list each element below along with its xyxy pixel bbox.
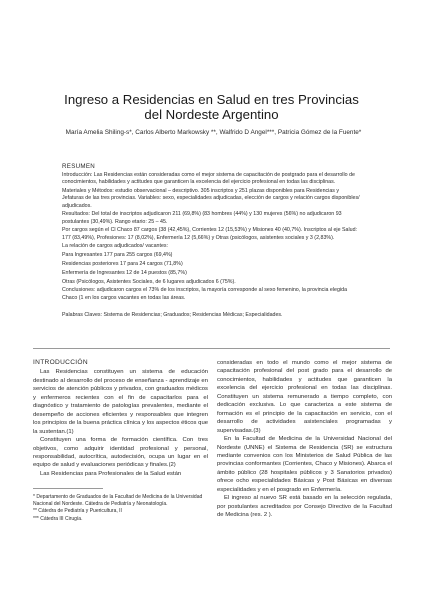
footnote-item: *** Cátedra III Cirugía.	[33, 515, 83, 522]
body-paragraph: Las Residencias para Profesionales de la Salud están	[40, 470, 182, 477]
section-divider	[33, 348, 390, 349]
body-paragraph: El ingreso al nuevo SR está basado en la selección regulada, por postulantes acreditados por Consejo Directivo de la Facultad de Medicina (res. 2 ).	[217, 495, 392, 519]
abstract-ratio-item: Para Ingresantes 177 para 255 cargos (69,4%)	[62, 252, 173, 259]
abstract-ratio-item: Otras (Psicólogos, Asistentes Sociales, de 6 lugares adjudicados 6 (75%).	[62, 278, 236, 285]
abstract-methods: Materiales y Métodos: estudio observacional – descriptivo. 305 inscriptos y 251 plazas disponibles para Residencias y Jefaturas de las tres provincias. Variables: sexo, especialidades adjudicadas, elección de cargos y relación cargos disponibles/ adjudicados.	[62, 188, 360, 209]
section-heading-introduction: INTRODUCCIÓN	[33, 359, 88, 366]
body-paragraph: consideradas en todo el mundo como el mejor sistema de capacitación profesional del post grado para el desarrollo de conocimientos, habilidades y actitudes que garanticen la excelencia del ejercicio profesional en todas las disciplinas. Constituyen un sistema remunerado a tiempo completo, con dedicación exclusiva. Lo que caracteriza a este sistema de formación es el principio de la capacitación en servicio, con el desarrollo de actividades asistenciales programadas y supervisadas.(3)	[217, 360, 392, 434]
abstract-ratio-item: Enfermería de Ingresantes 12 de 14 puestos (85,7%)	[62, 269, 187, 276]
author-list: María Amelia Shiling-s*, Carlos Alberto Markowsky **, Walfrido D Angel***, Patricia Gómez de la Fuente*	[65, 129, 362, 136]
paper-title	[40, 92, 383, 122]
abstract-introduction: Introducción: Las Residencias están consideradas como el mejor sistema de capacitación de postgrado para el desarrollo de conocimientos, habilidades y actitudes que garanticen la excelencia del ejercicio profesional en todas las disciplinas.	[62, 172, 355, 186]
abstract-conclusions: Conclusiones: adjudicaron cargos el 73% de los inscriptos, la mayoría corresponde al sexo femenino, la provincia elegida Chaco (1 en los cargos vacantes en todas las áreas.	[62, 287, 348, 301]
body-column-left	[33, 359, 208, 478]
abstract-block	[62, 163, 362, 321]
abstract-keywords: Palabras Claves: Sistema de Residencias; Graduados; Residencias Médicas; Especialidades.	[62, 311, 283, 318]
footnote-separator	[33, 488, 103, 489]
footnote-item: ** Cátedra de Pediatría y Puericultura, II	[33, 508, 122, 515]
body-column-right	[217, 359, 392, 520]
abstract-heading: RESUMEN	[62, 163, 96, 170]
footnote-item: * Departamento de Graduados de la Facultad de Medicina de la Universidad Nacional del Nordeste. Cátedra de Pediatría y Neonatología.	[33, 494, 203, 507]
body-paragraph: En la Facultad de Medicina de la Universidad Nacional del Nordeste (UNNE) el Sistema de Residencia (SR) se estructura mediante convenios con los Ministerios de Salud Pública de las provincias conformantes (Corrientes, Chaco y Misiones). Abarca el ámbito público (28 hospitales públicos y 3 Sanatorios privados) ofrece ocho especialidades Básicas y Post Básicas en diversas especialidades y en el posgrado en Enfermería.	[217, 436, 392, 493]
footnotes	[33, 488, 208, 523]
body-paragraph: Constituyen una forma de formación científica. Con tres objetivos, como adquirir identidad profesional y personal, responsabilidad, autocrítica, autodecisión, ocupa un lugar en el equipo de salud y evaluaciones periódicas y finales.(2)	[33, 437, 208, 469]
abstract-ratio-item: Residencias posteriores 17 para 24 cargos (71,8%)	[62, 261, 183, 267]
abstract-ratio-heading: La relación de cargos adjudicados/ vacantes:	[62, 243, 169, 250]
paper-title-line-1: Ingreso a Residencias en Salud en tres Provincias	[64, 92, 359, 107]
abstract-results-by-province: Por cargos según el Cl Chaco 87 cargos (38 (42,45%), Corrientes 12 (15,53%) y Misiones 40 (40,7%). Inscriptos al eje Salud: 177 (83,49%), Profesiones: 17 (8,02%), Enfermería 12 (5,66%) y Otras (psicólogos, asistentes sociales y 3 (2,83%).	[62, 227, 358, 241]
body-paragraph: Las Residencias constituyen un sistema de educación destinado al desarrollo del proceso de enseñanza - aprendizaje en servicios de atención públicos y privados, con graduados médicos y enfermeros recientes con el fin de capacitarlos para el diagnóstico y tratamiento de patologías prevalentes, mediante el desempeño de acciones eficientes y responsables que integren los principios de la buena práctica clínica y los aspectos éticos que la sustentan.(1)	[33, 369, 208, 435]
abstract-results: Resultados: Del total de inscriptos adjudicaron 211 (69,8%) (83 hombres (44%) y 130 mujeres (56%) no adjudicaron 93 postulantes (30,49%). Rango etario: 25 – 45.	[62, 211, 342, 225]
paper-title-line-2: del Nordeste Argentino	[144, 107, 279, 122]
